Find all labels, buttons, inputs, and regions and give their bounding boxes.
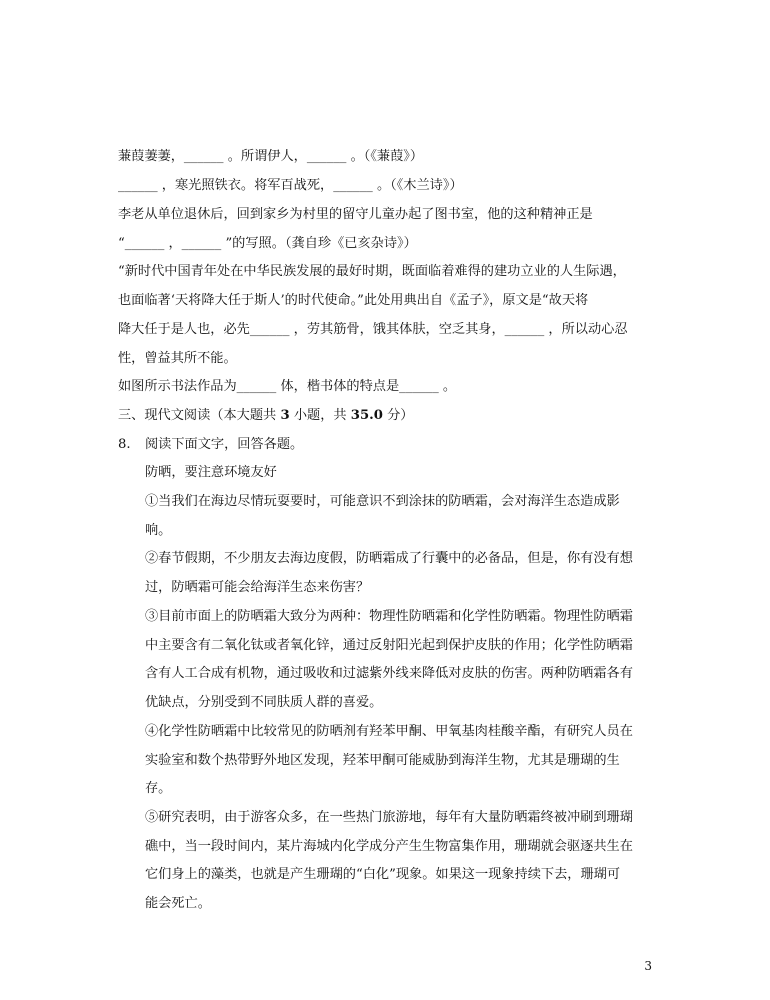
paragraph-line: 优缺点，分别受到不同肤质人群的喜爱。	[145, 695, 383, 710]
text-line: ______ ，寒光照铁衣。将军百战死，______ 。（《木兰诗》）	[118, 178, 463, 193]
paragraph-line: ①当我们在海边尽情玩耍要时，可能意识不到涂抹的防晒霜，会对海洋生态造成影	[145, 494, 620, 509]
article-title: 防晒，要注意环境友好	[145, 465, 277, 480]
paragraph-line: 含有人工合成有机物，通过吸收和过滤紫外线来降低对皮肤的伤害。两种防晒霜各有	[145, 666, 633, 681]
section-heading	[118, 406, 678, 426]
text-line: 蒹葭萋萋，______ 。所谓伊人，______ 。（《蒹葭》）	[118, 149, 424, 164]
text-line: “______ ，______ ”的写照。（龚自珍《已亥杂诗》）	[118, 236, 417, 251]
paragraph-line: ⑤研究表明，由于游客众多，在一些热门旅游地，每年有大量防晒霜终被冲刷到珊瑚	[145, 810, 633, 825]
paragraph-line: 响。	[145, 523, 172, 538]
paragraph-line: ③目前市面上的防晒霜大致分为两种：物理性防晒霜和化学性防晒霜。物理性防晒霜	[145, 609, 633, 624]
page-number: 3	[644, 959, 652, 973]
section-prefix: 三、现代文阅读（本大题共	[118, 408, 281, 423]
question-instruction: 阅读下面文字，回答各题。	[145, 437, 304, 452]
section-middle: 小题，共	[289, 408, 351, 423]
paragraph-line: 实验室和数个热带野外地区发现，羟苯甲酮可能威胁到海洋生物，尤其是珊瑚的生	[145, 753, 620, 768]
section-score: 35.0	[350, 408, 383, 423]
text-line: “新时代中国青年处在中华民族发展的最好时期，既面临着难得的建功立业的人生际遇，	[118, 264, 626, 279]
text-line: 如图所示书法作品为______ 体，楷书体的特点是______ 。	[118, 379, 457, 394]
section-suffix: 分）	[382, 408, 414, 423]
text-line: 也面临著‘天将降大任于斯人’的时代使命。”此处用典出自《孟子》，原文是“故天将	[118, 293, 589, 308]
text-line: 降大任于是人也，必先______ ，劳其筋骨，饿其体肤，空乏其身，______ ，所以动心忍	[118, 322, 628, 337]
paragraph-line: 过，防晒霜可能会给海洋生态来伤害？	[145, 580, 370, 595]
paragraph-line: 中主要含有二氧化钛或者氧化锌，通过反射阳光起到保护皮肤的作用；化学性防晒霜	[145, 638, 633, 653]
paragraph-line: 能会死亡。	[145, 896, 211, 911]
paragraph-line: ④化学性防晒霜中比较常见的防晒剂有羟苯甲酮、甲氧基肉桂酸辛酯，有研究人员在	[145, 724, 633, 739]
text-line: 李老从单位退休后，回到家乡为村里的留守儿童办起了图书室，他的这种精神正是	[118, 207, 593, 222]
paragraph-line: 礁中，当一段时间内，某片海城内化学成分产生生物富集作用，珊瑚就会驱逐共生在	[145, 839, 633, 854]
section-count: 3	[280, 408, 290, 423]
text-line: 性，曾益其所不能。	[118, 351, 237, 366]
paragraph-line: ②春节假期，不少朋友去海边度假，防晒霜成了行囊中的必备品，但是，你有没有想	[145, 551, 633, 566]
paragraph-line: 它们身上的藻类，也就是产生珊瑚的“白化”现象。如果这一现象持续下去，珊瑚可	[145, 867, 621, 882]
question-number: 8.	[118, 437, 131, 452]
paragraph-line: 存。	[145, 781, 172, 796]
